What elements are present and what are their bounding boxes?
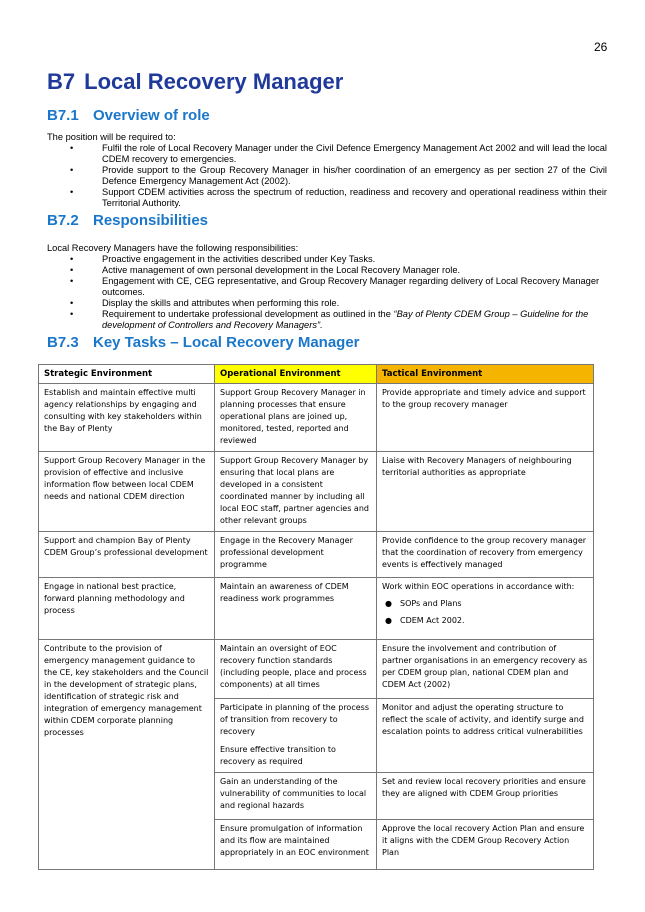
section-heading bbox=[47, 69, 343, 95]
strategic-header: Strategic Environment bbox=[39, 365, 215, 384]
overview-title: Overview of role bbox=[93, 107, 210, 124]
table-row bbox=[39, 578, 594, 640]
list-item bbox=[47, 254, 607, 265]
key-tasks-heading bbox=[47, 334, 360, 351]
bullet-icon: • bbox=[70, 265, 74, 275]
tactical-cell: Approve the local recovery Action Plan and ensure it aligns with the CDEM Group Recovery Action Plan bbox=[377, 820, 594, 870]
list-item bbox=[382, 615, 588, 627]
list-item bbox=[47, 276, 607, 298]
list-item-text: Requirement to undertake professional development as outlined in the bbox=[102, 309, 394, 319]
tactical-cell-text: Work within EOC operations in accordance with: bbox=[382, 582, 575, 591]
table-row bbox=[39, 640, 594, 699]
tactical-header: Tactical Environment bbox=[377, 365, 594, 384]
key-tasks-table bbox=[38, 364, 594, 870]
operational-cell: Gain an understanding of the vulnerability of communities to local and regional hazards bbox=[215, 773, 377, 820]
bullet-icon: • bbox=[70, 143, 74, 153]
section-number: B7 bbox=[47, 69, 76, 94]
strategic-cell: Establish and maintain effective multi agency relationships by engaging and consulting with key stakeholders within the Bay of Plenty bbox=[39, 384, 215, 452]
strategic-cell: Support and champion Bay of Plenty CDEM Group’s professional development bbox=[39, 532, 215, 578]
table-header-row bbox=[39, 365, 594, 384]
bullet-icon: • bbox=[70, 165, 74, 175]
key-tasks-title: Key Tasks – Local Recovery Manager bbox=[93, 334, 360, 351]
operational-cell: Maintain an oversight of EOC recovery function standards (including people, place and process components) at all times bbox=[215, 640, 377, 699]
responsibilities-intro: Local Recovery Managers have the following responsibilities: bbox=[47, 243, 299, 253]
responsibilities-number: B7.2 bbox=[47, 212, 79, 229]
operational-cell: Ensure promulgation of information and its flow are maintained appropriately in an EOC environment bbox=[215, 820, 377, 870]
tactical-cell: Liaise with Recovery Managers of neighbouring territorial authorities as appropriate bbox=[377, 452, 594, 532]
strategic-cell: Support Group Recovery Manager in the provision of effective and inclusive information flow between local CDEM needs and national CDEM direction bbox=[39, 452, 215, 532]
list-item-text: Provide support to the Group Recovery Manager in his/her coordination of an emergency as per section 27 of the Civil Defence Emergency Management Act (2002). bbox=[102, 165, 607, 186]
tactical-cell: Ensure the involvement and contribution of partner organisations in an emergency recovery as per CDEM group plan, national CDEM plan and CDEM Act (2002) bbox=[377, 640, 594, 699]
tactical-cell bbox=[377, 578, 594, 640]
operational-cell: Engage in the Recovery Manager professional development programme bbox=[215, 532, 377, 578]
list-item bbox=[47, 265, 607, 276]
strategic-cell: Engage in national best practice, forward planning methodology and process bbox=[39, 578, 215, 640]
table-row bbox=[39, 532, 594, 578]
list-item-text: Fulfil the role of Local Recovery Manager under the Civil Defence Emergency Management Act 2002 and will lead the local CDEM recovery to emergencies. bbox=[102, 143, 607, 164]
responsibilities-list bbox=[47, 254, 607, 331]
list-item bbox=[47, 298, 607, 309]
operational-header: Operational Environment bbox=[215, 365, 377, 384]
list-item bbox=[47, 143, 607, 165]
operational-cell-extra: Ensure effective transition to recovery as required bbox=[220, 745, 336, 766]
list-item-text: Engagement with CE, CEG representative, and Group Recovery Manager regarding delivery of Local Recovery Manager outcomes. bbox=[102, 276, 600, 297]
tactical-cell: Set and review local recovery priorities and ensure they are aligned with CDEM Group priorities bbox=[377, 773, 594, 820]
operational-cell: Support Group Recovery Manager by ensuring that local plans are developed in a consistent coordinated manner by including all local EOC staff, partner agencies and other relevant groups bbox=[215, 452, 377, 532]
responsibilities-title: Responsibilities bbox=[93, 212, 209, 229]
guideline-title: “Bay of Plenty CDEM Group – Guideline for the development of Controllers and Recovery Managers”. bbox=[102, 309, 589, 330]
list-item-text: Support CDEM activities across the spectrum of reduction, readiness and recovery and operational readiness within their Territorial Authority. bbox=[102, 187, 607, 208]
tactical-cell: Provide confidence to the group recovery manager that the coordination of recovery from emergency events is effectively managed bbox=[377, 532, 594, 578]
table-row bbox=[39, 452, 594, 532]
overview-list bbox=[47, 143, 607, 209]
bullet-icon: • bbox=[70, 254, 74, 264]
list-item-text: Display the skills and attributes when performing this role. bbox=[102, 298, 340, 308]
key-tasks-number: B7.3 bbox=[47, 334, 79, 351]
tactical-cell: Provide appropriate and timely advice and support to the group recovery manager bbox=[377, 384, 594, 452]
strategic-cell: Contribute to the provision of emergency management guidance to the CE, key stakeholders and the Council in the development of strategic plans, identification of strategic risk and integration of emergency management within CDEM corporate planning processes bbox=[39, 640, 215, 870]
list-item-text: Proactive engagement in the activities described under Key Tasks. bbox=[102, 254, 376, 264]
bullet-icon: • bbox=[70, 187, 74, 197]
bullet-icon: ● bbox=[385, 616, 392, 625]
bullet-icon: • bbox=[70, 298, 74, 308]
list-item bbox=[47, 165, 607, 187]
list-item bbox=[47, 309, 607, 331]
operational-cell-text: Participate in planning of the process of transition from recovery to recovery bbox=[220, 703, 369, 736]
responsibilities-heading bbox=[47, 212, 208, 229]
tactical-sublist bbox=[382, 598, 588, 627]
operational-cell: Support Group Recovery Manager in planning processes that ensure operational plans are joined up, monitored, tested, reported and reviewed bbox=[215, 384, 377, 452]
bullet-icon: • bbox=[70, 276, 74, 286]
table-row bbox=[39, 384, 594, 452]
page-number: 26 bbox=[594, 40, 608, 54]
overview-number: B7.1 bbox=[47, 107, 79, 124]
operational-cell: Maintain an awareness of CDEM readiness work programmes bbox=[215, 578, 377, 640]
list-item-text: Active management of own personal development in the Local Recovery Manager role. bbox=[102, 265, 461, 275]
list-item bbox=[382, 598, 588, 610]
tactical-cell: Monitor and adjust the operating structure to reflect the scale of activity, and identify surge and escalation points to address critical vulnerabilities bbox=[377, 699, 594, 773]
section-title: Local Recovery Manager bbox=[84, 69, 344, 94]
list-item-text: CDEM Act 2002. bbox=[400, 616, 465, 625]
bullet-icon: ● bbox=[385, 599, 392, 608]
overview-heading bbox=[47, 107, 210, 124]
list-item bbox=[47, 187, 607, 209]
bullet-icon: • bbox=[70, 309, 74, 319]
list-item-text: SOPs and Plans bbox=[400, 599, 462, 608]
operational-cell bbox=[215, 699, 377, 773]
overview-intro: The position will be required to: bbox=[47, 132, 176, 142]
